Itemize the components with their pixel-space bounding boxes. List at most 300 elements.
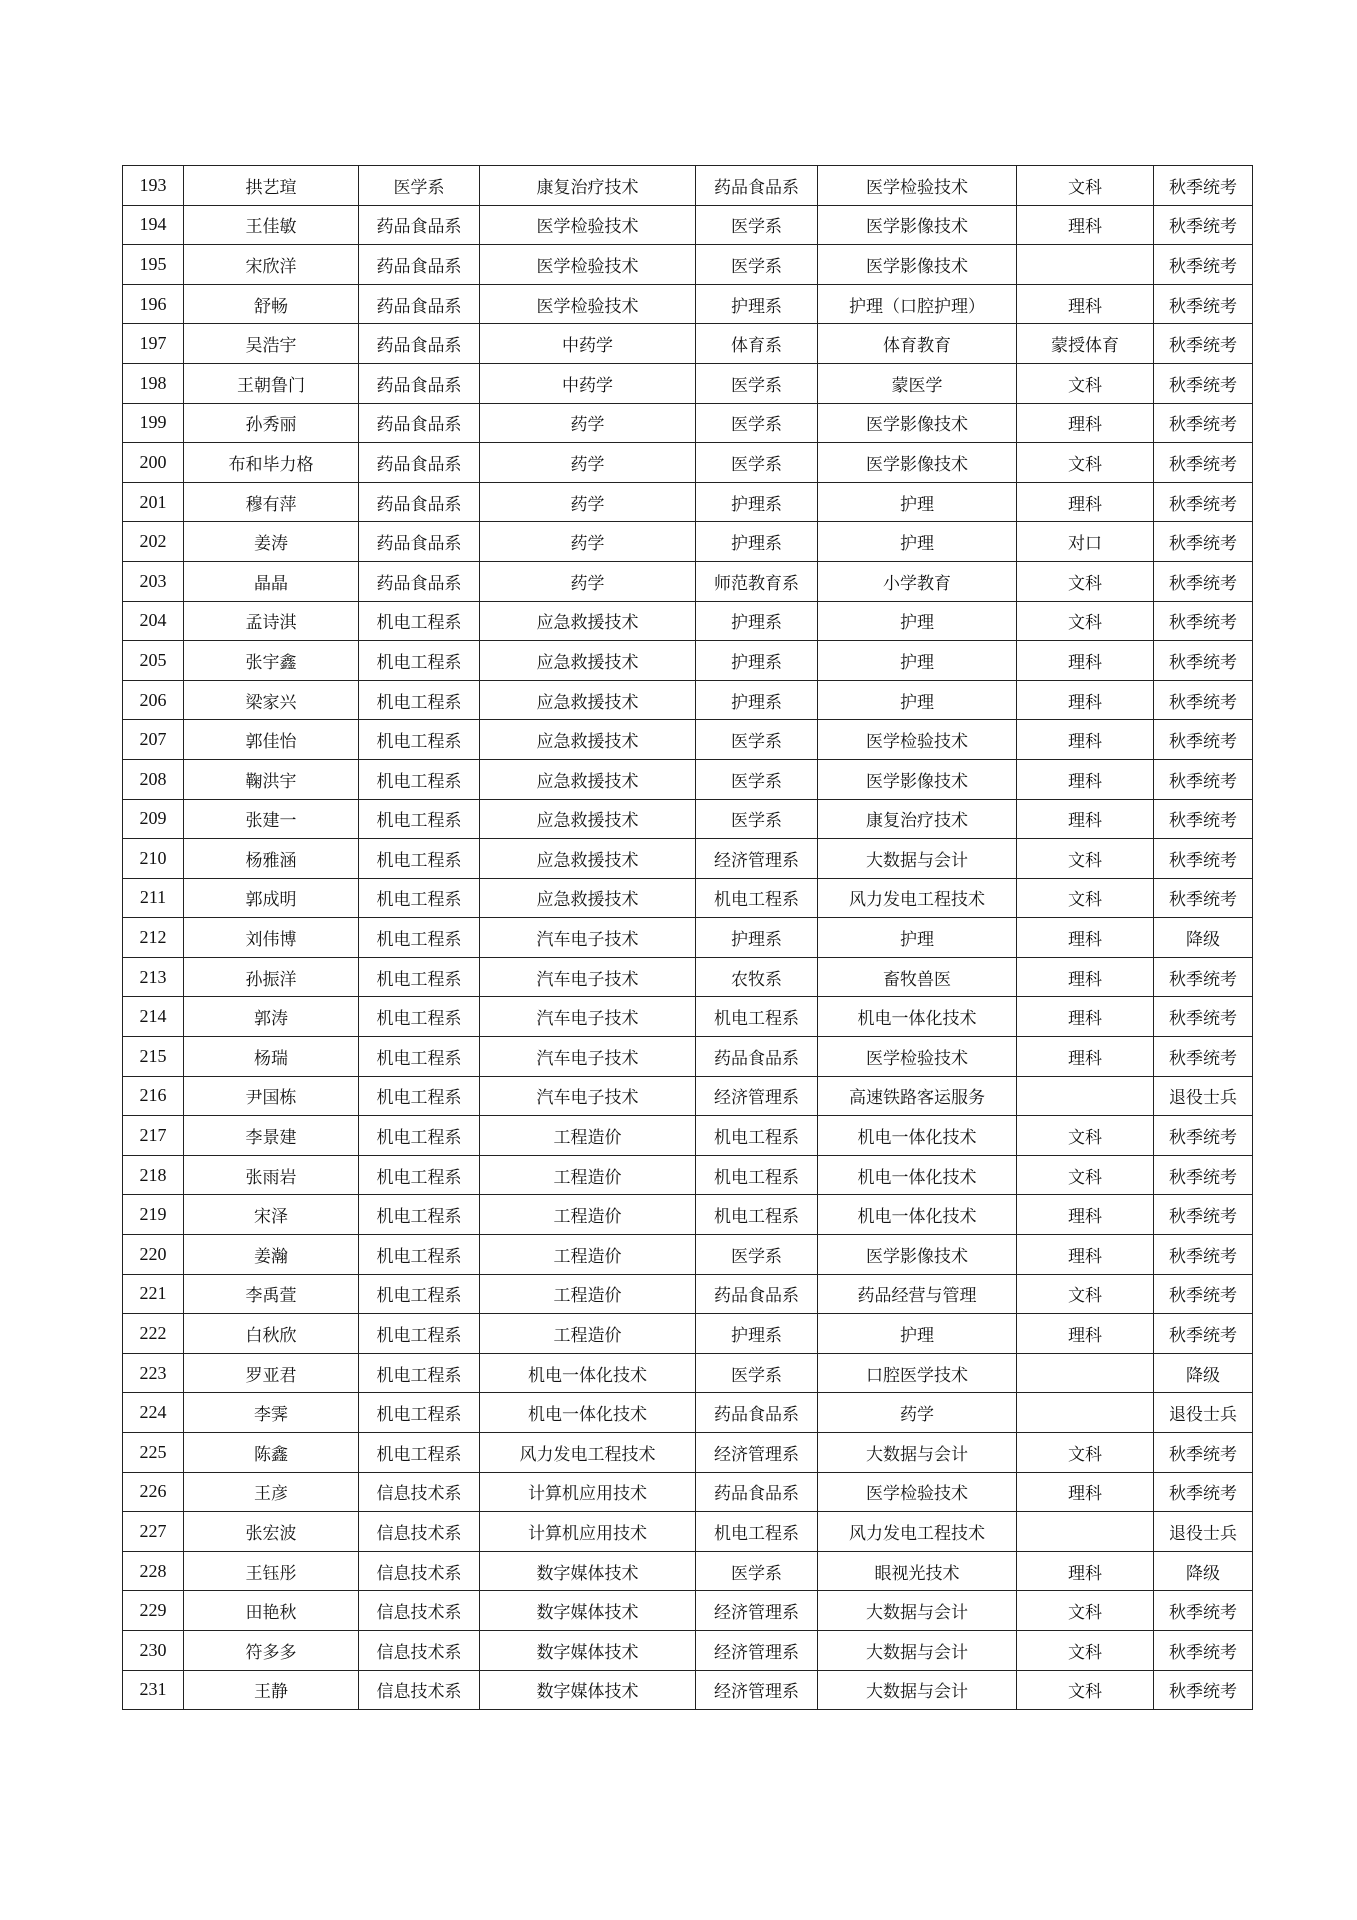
student-name-cell: 姜瀚: [184, 1235, 359, 1275]
original-department-cell: 机电工程系: [359, 839, 480, 879]
row-number-cell: 202: [123, 522, 184, 562]
student-name-cell: 田艳秋: [184, 1591, 359, 1631]
row-number-cell: 227: [123, 1512, 184, 1552]
original-department-cell: 信息技术系: [359, 1591, 480, 1631]
table-row: [123, 1393, 1253, 1433]
original-department-cell: 机电工程系: [359, 1393, 480, 1433]
row-number-cell: 231: [123, 1670, 184, 1710]
table-row: [123, 1353, 1253, 1393]
target-department-cell: 药品食品系: [696, 166, 818, 206]
admission-type-cell: 降级: [1154, 1353, 1253, 1393]
original-major-cell: 风力发电工程技术: [480, 1433, 696, 1473]
student-name-cell: 王彦: [184, 1472, 359, 1512]
target-department-cell: 医学系: [696, 1353, 818, 1393]
table-row: [123, 799, 1253, 839]
target-major-cell: 医学检验技术: [818, 1472, 1017, 1512]
exam-category-cell: [1017, 1393, 1154, 1433]
target-department-cell: 机电工程系: [696, 1512, 818, 1552]
original-major-cell: 医学检验技术: [480, 284, 696, 324]
target-department-cell: 机电工程系: [696, 1195, 818, 1235]
row-number-cell: 204: [123, 601, 184, 641]
admission-type-cell: 秋季统考: [1154, 1037, 1253, 1077]
target-major-cell: 护理（口腔护理）: [818, 284, 1017, 324]
target-major-cell: 医学影像技术: [818, 443, 1017, 483]
row-number-cell: 213: [123, 957, 184, 997]
row-number-cell: 201: [123, 482, 184, 522]
student-name-cell: 符多多: [184, 1630, 359, 1670]
original-major-cell: 数字媒体技术: [480, 1591, 696, 1631]
target-major-cell: 护理: [818, 918, 1017, 958]
student-name-cell: 郭成明: [184, 878, 359, 918]
student-name-cell: 刘伟博: [184, 918, 359, 958]
row-number-cell: 217: [123, 1116, 184, 1156]
table-row: [123, 1076, 1253, 1116]
target-department-cell: 经济管理系: [696, 1670, 818, 1710]
target-department-cell: 医学系: [696, 720, 818, 760]
original-major-cell: 工程造价: [480, 1155, 696, 1195]
original-major-cell: 工程造价: [480, 1235, 696, 1275]
target-department-cell: 医学系: [696, 759, 818, 799]
table-row: [123, 997, 1253, 1037]
exam-category-cell: 理科: [1017, 680, 1154, 720]
table-row: [123, 363, 1253, 403]
table-row: [123, 1512, 1253, 1552]
exam-category-cell: [1017, 1353, 1154, 1393]
target-department-cell: 医学系: [696, 443, 818, 483]
exam-category-cell: 文科: [1017, 601, 1154, 641]
target-major-cell: 蒙医学: [818, 363, 1017, 403]
exam-category-cell: 理科: [1017, 1472, 1154, 1512]
row-number-cell: 226: [123, 1472, 184, 1512]
original-major-cell: 中药学: [480, 363, 696, 403]
target-major-cell: 大数据与会计: [818, 1433, 1017, 1473]
original-department-cell: 机电工程系: [359, 799, 480, 839]
target-department-cell: 护理系: [696, 641, 818, 681]
exam-category-cell: [1017, 1076, 1154, 1116]
original-major-cell: 应急救援技术: [480, 601, 696, 641]
exam-category-cell: 文科: [1017, 363, 1154, 403]
target-major-cell: 护理: [818, 641, 1017, 681]
exam-category-cell: 理科: [1017, 957, 1154, 997]
table-row: [123, 1551, 1253, 1591]
student-name-cell: 宋泽: [184, 1195, 359, 1235]
row-number-cell: 216: [123, 1076, 184, 1116]
table-row: [123, 1116, 1253, 1156]
original-department-cell: 药品食品系: [359, 324, 480, 364]
target-major-cell: 医学影像技术: [818, 245, 1017, 285]
admission-type-cell: 降级: [1154, 918, 1253, 958]
row-number-cell: 196: [123, 284, 184, 324]
original-department-cell: 机电工程系: [359, 1235, 480, 1275]
target-major-cell: 大数据与会计: [818, 1630, 1017, 1670]
original-department-cell: 机电工程系: [359, 918, 480, 958]
target-major-cell: 机电一体化技术: [818, 1116, 1017, 1156]
target-department-cell: 医学系: [696, 403, 818, 443]
target-major-cell: 护理: [818, 522, 1017, 562]
row-number-cell: 222: [123, 1314, 184, 1354]
student-name-cell: 王朝鲁门: [184, 363, 359, 403]
target-major-cell: 机电一体化技术: [818, 997, 1017, 1037]
table-row: [123, 680, 1253, 720]
student-name-cell: 张雨岩: [184, 1155, 359, 1195]
original-major-cell: 应急救援技术: [480, 680, 696, 720]
row-number-cell: 206: [123, 680, 184, 720]
admission-type-cell: 退役士兵: [1154, 1393, 1253, 1433]
target-department-cell: 护理系: [696, 482, 818, 522]
admission-type-cell: 秋季统考: [1154, 1116, 1253, 1156]
original-major-cell: 药学: [480, 482, 696, 522]
original-department-cell: 机电工程系: [359, 720, 480, 760]
table-row: [123, 1472, 1253, 1512]
row-number-cell: 229: [123, 1591, 184, 1631]
target-major-cell: 风力发电工程技术: [818, 878, 1017, 918]
original-department-cell: 信息技术系: [359, 1670, 480, 1710]
original-department-cell: 机电工程系: [359, 1076, 480, 1116]
admission-type-cell: 秋季统考: [1154, 720, 1253, 760]
target-major-cell: 药学: [818, 1393, 1017, 1433]
student-name-cell: 王钰彤: [184, 1551, 359, 1591]
table-row: [123, 839, 1253, 879]
original-department-cell: 机电工程系: [359, 1353, 480, 1393]
table-row: [123, 482, 1253, 522]
exam-category-cell: [1017, 245, 1154, 285]
row-number-cell: 220: [123, 1235, 184, 1275]
target-major-cell: 眼视光技术: [818, 1551, 1017, 1591]
target-department-cell: 医学系: [696, 363, 818, 403]
target-department-cell: 药品食品系: [696, 1472, 818, 1512]
table-row: [123, 1037, 1253, 1077]
original-major-cell: 工程造价: [480, 1274, 696, 1314]
admission-type-cell: 秋季统考: [1154, 482, 1253, 522]
original-major-cell: 机电一体化技术: [480, 1393, 696, 1433]
admission-type-cell: 秋季统考: [1154, 1472, 1253, 1512]
table-row: [123, 878, 1253, 918]
original-department-cell: 医学系: [359, 166, 480, 206]
student-name-cell: 张宏波: [184, 1512, 359, 1552]
original-department-cell: 机电工程系: [359, 1314, 480, 1354]
admission-type-cell: 退役士兵: [1154, 1512, 1253, 1552]
original-major-cell: 工程造价: [480, 1314, 696, 1354]
original-major-cell: 康复治疗技术: [480, 166, 696, 206]
original-department-cell: 药品食品系: [359, 561, 480, 601]
target-department-cell: 经济管理系: [696, 1630, 818, 1670]
student-name-cell: 王佳敏: [184, 205, 359, 245]
original-major-cell: 医学检验技术: [480, 245, 696, 285]
student-name-cell: 梁家兴: [184, 680, 359, 720]
target-department-cell: 经济管理系: [696, 1591, 818, 1631]
target-department-cell: 机电工程系: [696, 1155, 818, 1195]
target-major-cell: 大数据与会计: [818, 839, 1017, 879]
target-department-cell: 护理系: [696, 918, 818, 958]
row-number-cell: 221: [123, 1274, 184, 1314]
original-major-cell: 药学: [480, 443, 696, 483]
target-department-cell: 机电工程系: [696, 878, 818, 918]
table-row: [123, 205, 1253, 245]
exam-category-cell: 理科: [1017, 641, 1154, 681]
target-department-cell: 农牧系: [696, 957, 818, 997]
original-major-cell: 计算机应用技术: [480, 1512, 696, 1552]
target-department-cell: 医学系: [696, 1235, 818, 1275]
original-department-cell: 机电工程系: [359, 1274, 480, 1314]
target-major-cell: 医学检验技术: [818, 1037, 1017, 1077]
student-name-cell: 张建一: [184, 799, 359, 839]
exam-category-cell: 文科: [1017, 1116, 1154, 1156]
target-major-cell: 大数据与会计: [818, 1591, 1017, 1631]
table-row: [123, 1591, 1253, 1631]
original-major-cell: 药学: [480, 403, 696, 443]
original-major-cell: 中药学: [480, 324, 696, 364]
row-number-cell: 230: [123, 1630, 184, 1670]
row-number-cell: 211: [123, 878, 184, 918]
original-department-cell: 药品食品系: [359, 205, 480, 245]
target-major-cell: 护理: [818, 482, 1017, 522]
target-major-cell: 医学检验技术: [818, 166, 1017, 206]
student-name-cell: 郭涛: [184, 997, 359, 1037]
student-name-cell: 宋欣洋: [184, 245, 359, 285]
table-row: [123, 1274, 1253, 1314]
target-department-cell: 护理系: [696, 680, 818, 720]
original-department-cell: 药品食品系: [359, 403, 480, 443]
row-number-cell: 193: [123, 166, 184, 206]
target-department-cell: 经济管理系: [696, 1433, 818, 1473]
table-row: [123, 245, 1253, 285]
original-major-cell: 药学: [480, 522, 696, 562]
admission-type-cell: 秋季统考: [1154, 363, 1253, 403]
student-name-cell: 杨瑞: [184, 1037, 359, 1077]
exam-category-cell: 文科: [1017, 166, 1154, 206]
target-major-cell: 护理: [818, 601, 1017, 641]
target-major-cell: 风力发电工程技术: [818, 1512, 1017, 1552]
original-major-cell: 计算机应用技术: [480, 1472, 696, 1512]
target-department-cell: 师范教育系: [696, 561, 818, 601]
original-department-cell: 机电工程系: [359, 957, 480, 997]
target-major-cell: 小学教育: [818, 561, 1017, 601]
row-number-cell: 225: [123, 1433, 184, 1473]
admission-type-cell: 秋季统考: [1154, 284, 1253, 324]
admission-type-cell: 秋季统考: [1154, 878, 1253, 918]
row-number-cell: 212: [123, 918, 184, 958]
exam-category-cell: 理科: [1017, 1037, 1154, 1077]
student-name-cell: 孟诗淇: [184, 601, 359, 641]
original-major-cell: 应急救援技术: [480, 720, 696, 760]
target-department-cell: 医学系: [696, 1551, 818, 1591]
admission-type-cell: 秋季统考: [1154, 561, 1253, 601]
exam-category-cell: 理科: [1017, 720, 1154, 760]
target-major-cell: 体育教育: [818, 324, 1017, 364]
exam-category-cell: 理科: [1017, 799, 1154, 839]
table-row: [123, 957, 1253, 997]
student-name-cell: 孙秀丽: [184, 403, 359, 443]
target-department-cell: 医学系: [696, 245, 818, 285]
exam-category-cell: 文科: [1017, 561, 1154, 601]
original-major-cell: 应急救援技术: [480, 759, 696, 799]
target-major-cell: 药品经营与管理: [818, 1274, 1017, 1314]
table-row: [123, 1235, 1253, 1275]
exam-category-cell: 理科: [1017, 1314, 1154, 1354]
original-department-cell: 机电工程系: [359, 997, 480, 1037]
target-major-cell: 口腔医学技术: [818, 1353, 1017, 1393]
row-number-cell: 224: [123, 1393, 184, 1433]
table-body: [123, 166, 1253, 1710]
table-row: [123, 284, 1253, 324]
target-department-cell: 护理系: [696, 601, 818, 641]
original-department-cell: 药品食品系: [359, 522, 480, 562]
row-number-cell: 203: [123, 561, 184, 601]
original-department-cell: 机电工程系: [359, 759, 480, 799]
admission-type-cell: 秋季统考: [1154, 1314, 1253, 1354]
row-number-cell: 199: [123, 403, 184, 443]
table-row: [123, 1630, 1253, 1670]
original-department-cell: 药品食品系: [359, 443, 480, 483]
exam-category-cell: 理科: [1017, 403, 1154, 443]
row-number-cell: 214: [123, 997, 184, 1037]
original-department-cell: 机电工程系: [359, 1155, 480, 1195]
target-department-cell: 体育系: [696, 324, 818, 364]
row-number-cell: 215: [123, 1037, 184, 1077]
original-major-cell: 机电一体化技术: [480, 1353, 696, 1393]
admission-type-cell: 秋季统考: [1154, 799, 1253, 839]
original-department-cell: 机电工程系: [359, 680, 480, 720]
exam-category-cell: 文科: [1017, 1591, 1154, 1631]
admission-type-cell: 秋季统考: [1154, 245, 1253, 285]
target-department-cell: 经济管理系: [696, 839, 818, 879]
row-number-cell: 198: [123, 363, 184, 403]
row-number-cell: 197: [123, 324, 184, 364]
admission-type-cell: 秋季统考: [1154, 1433, 1253, 1473]
target-major-cell: 畜牧兽医: [818, 957, 1017, 997]
student-name-cell: 晶晶: [184, 561, 359, 601]
original-department-cell: 机电工程系: [359, 1433, 480, 1473]
student-name-cell: 鞠洪宇: [184, 759, 359, 799]
admission-type-cell: 秋季统考: [1154, 205, 1253, 245]
table-row: [123, 601, 1253, 641]
admission-type-cell: 秋季统考: [1154, 759, 1253, 799]
admission-type-cell: 秋季统考: [1154, 997, 1253, 1037]
student-name-cell: 孙振洋: [184, 957, 359, 997]
row-number-cell: 207: [123, 720, 184, 760]
target-major-cell: 医学影像技术: [818, 759, 1017, 799]
admission-type-cell: 秋季统考: [1154, 839, 1253, 879]
row-number-cell: 209: [123, 799, 184, 839]
original-department-cell: 信息技术系: [359, 1630, 480, 1670]
exam-category-cell: 理科: [1017, 918, 1154, 958]
row-number-cell: 210: [123, 839, 184, 879]
original-department-cell: 信息技术系: [359, 1551, 480, 1591]
transfer-table-container: [122, 165, 1252, 1710]
table-row: [123, 522, 1253, 562]
table-row: [123, 443, 1253, 483]
student-name-cell: 王静: [184, 1670, 359, 1710]
admission-type-cell: 秋季统考: [1154, 166, 1253, 206]
exam-category-cell: 理科: [1017, 284, 1154, 324]
exam-category-cell: 文科: [1017, 839, 1154, 879]
target-major-cell: 大数据与会计: [818, 1670, 1017, 1710]
admission-type-cell: 秋季统考: [1154, 1630, 1253, 1670]
exam-category-cell: 文科: [1017, 1670, 1154, 1710]
student-name-cell: 白秋欣: [184, 1314, 359, 1354]
exam-category-cell: 理科: [1017, 997, 1154, 1037]
exam-category-cell: 蒙授体育: [1017, 324, 1154, 364]
original-department-cell: 药品食品系: [359, 245, 480, 285]
exam-category-cell: 理科: [1017, 1551, 1154, 1591]
student-name-cell: 李禹萱: [184, 1274, 359, 1314]
student-name-cell: 吴浩宇: [184, 324, 359, 364]
table-row: [123, 1314, 1253, 1354]
student-name-cell: 罗亚君: [184, 1353, 359, 1393]
admission-type-cell: 退役士兵: [1154, 1076, 1253, 1116]
exam-category-cell: 文科: [1017, 1630, 1154, 1670]
exam-category-cell: 理科: [1017, 205, 1154, 245]
student-name-cell: 李霁: [184, 1393, 359, 1433]
target-department-cell: 医学系: [696, 205, 818, 245]
original-department-cell: 药品食品系: [359, 363, 480, 403]
original-major-cell: 汽车电子技术: [480, 997, 696, 1037]
original-major-cell: 数字媒体技术: [480, 1670, 696, 1710]
exam-category-cell: 文科: [1017, 878, 1154, 918]
student-name-cell: 尹国栋: [184, 1076, 359, 1116]
admission-type-cell: 秋季统考: [1154, 641, 1253, 681]
target-department-cell: 医学系: [696, 799, 818, 839]
exam-category-cell: 理科: [1017, 482, 1154, 522]
admission-type-cell: 秋季统考: [1154, 1670, 1253, 1710]
table-row: [123, 1670, 1253, 1710]
original-major-cell: 工程造价: [480, 1116, 696, 1156]
original-major-cell: 应急救援技术: [480, 641, 696, 681]
target-major-cell: 护理: [818, 680, 1017, 720]
admission-type-cell: 秋季统考: [1154, 403, 1253, 443]
table-row: [123, 918, 1253, 958]
target-major-cell: 医学影像技术: [818, 1235, 1017, 1275]
admission-type-cell: 秋季统考: [1154, 1591, 1253, 1631]
original-department-cell: 信息技术系: [359, 1512, 480, 1552]
table-row: [123, 403, 1253, 443]
original-department-cell: 机电工程系: [359, 1116, 480, 1156]
target-major-cell: 机电一体化技术: [818, 1195, 1017, 1235]
admission-type-cell: 秋季统考: [1154, 1274, 1253, 1314]
row-number-cell: 195: [123, 245, 184, 285]
original-major-cell: 工程造价: [480, 1195, 696, 1235]
original-major-cell: 应急救援技术: [480, 878, 696, 918]
student-name-cell: 张宇鑫: [184, 641, 359, 681]
exam-category-cell: 理科: [1017, 759, 1154, 799]
row-number-cell: 205: [123, 641, 184, 681]
table-row: [123, 561, 1253, 601]
original-department-cell: 机电工程系: [359, 601, 480, 641]
admission-type-cell: 秋季统考: [1154, 1195, 1253, 1235]
admission-type-cell: 秋季统考: [1154, 601, 1253, 641]
admission-type-cell: 秋季统考: [1154, 522, 1253, 562]
target-major-cell: 机电一体化技术: [818, 1155, 1017, 1195]
student-name-cell: 杨雅涵: [184, 839, 359, 879]
major-transfer-table: [122, 165, 1253, 1710]
row-number-cell: 208: [123, 759, 184, 799]
target-major-cell: 高速铁路客运服务: [818, 1076, 1017, 1116]
exam-category-cell: 文科: [1017, 443, 1154, 483]
exam-category-cell: 文科: [1017, 1155, 1154, 1195]
original-major-cell: 汽车电子技术: [480, 957, 696, 997]
target-department-cell: 药品食品系: [696, 1393, 818, 1433]
original-major-cell: 应急救援技术: [480, 839, 696, 879]
original-department-cell: 药品食品系: [359, 482, 480, 522]
original-department-cell: 机电工程系: [359, 1195, 480, 1235]
table-row: [123, 166, 1253, 206]
table-row: [123, 1155, 1253, 1195]
target-major-cell: 医学检验技术: [818, 720, 1017, 760]
target-major-cell: 医学影像技术: [818, 205, 1017, 245]
row-number-cell: 218: [123, 1155, 184, 1195]
target-department-cell: 药品食品系: [696, 1037, 818, 1077]
target-department-cell: 护理系: [696, 522, 818, 562]
